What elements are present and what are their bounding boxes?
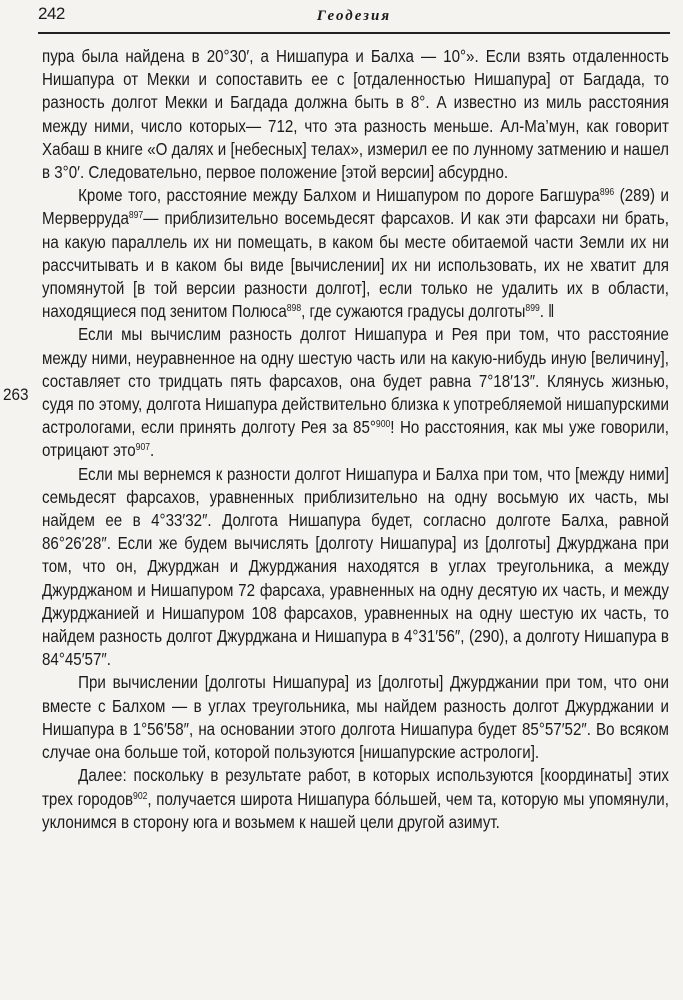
paragraph: [42, 323, 669, 462]
footnote-marker: 907: [135, 442, 151, 454]
text-run: , где сужаются градусы долготы: [301, 301, 526, 322]
text-run: При вычислении [долготы Нишапура] из [долготы] Джурджании при том, что они вместе с Балхом — в углах треугольника, мы найдем разность долгот Джурджании и Нишапура в 1°56′58″, на основании этого долгота Нишапура будет 85°57′52″. Во всяком случае она больше той, которой пользуются [нишапурские астрологи].: [42, 672, 669, 763]
text-run: пура была найдена в 20°30′, а Нишапура и Балха — 10°». Если взять отдаленность Нишапура от Мекки и сопоставить ее с [отдаленностью Нишапура] от Багдада, то разность долгот Мекки и Багдада должна быть в 8°. А известно из миль расстояния между ними, число которых— 712, что эта разность меньше. Ал-Ма’мун, как говорит Хабаш в книге «О далях и [небесных] телах», измерил ее по лунному затмению и нашел в 3°0′. Следовательно, первое положение [этой версии] абсурдно.: [42, 46, 669, 183]
page-header: [38, 2, 670, 32]
text-run: Далее: поскольку в результате работ, в которых используются [координаты] этих трех городов: [42, 765, 669, 809]
footnote-marker: 898: [286, 303, 302, 315]
text-run: Если мы вернемся к разности долгот Нишапура и Балха при том, что [между ними] семьдесят фарсахов, уравненных приблизительно на одну восьмую их часть, мы найдем ее в 4°33′32″. Долгота Нишапура будет, согласно долготе Балха, равной 86°26′28″. Если же будем вычислять [долготу Нишапура] из [долготы] Джурджана при том, что он, Джурджан и Джурджания находятся в углах треугольника, а между Джурджаном и Нишапуром 72 фарсаха, уравненных на одну десятую их часть, и между Джурджанией и Нишапуром 108 фарсахов, уравненных на одну шестую их часть, то найдем разность долгот Джурджана и Нишапура в 4°31′56″, (290), а долготу Нишапура в 84°45′57″.: [42, 463, 669, 670]
footnote-marker: 896: [599, 187, 615, 199]
text-run: (289) и Мерверруда: [42, 185, 669, 229]
paragraph: [42, 463, 669, 672]
footnote-marker: 897: [128, 210, 144, 222]
page-number: 242: [38, 4, 65, 23]
footnote-marker: 902: [133, 790, 148, 802]
paragraph: [42, 764, 669, 834]
text-run: , получается широта Нишапура бóльшей, чем та, которую мы упомянули, уклонимся в сторону юга и возьмем к нашей цели другой азимут.: [42, 788, 669, 832]
text-run: — приблизительно восемьдесят фарсахов. И как эти фарсахи ни брать, на какую параллель их ни помещать, в каком бы месте обитаемой части Земли их ни рассчитывать и в каком бы виде [вычислении] их ни использовать, их не хватит для упомянутой [в той версии разности долгот], если только не удалить их в области, находящиеся под зенитом Полюса: [42, 208, 669, 322]
text-run: . ‖: [539, 301, 555, 322]
paragraph: [42, 184, 669, 323]
paragraph: [42, 671, 669, 764]
text-run: ! Но расстояния, как мы уже говорили, отрицают это: [42, 417, 669, 461]
text-run: Кроме того, расстояние между Балхом и Нишапуром по дороге Багшура: [78, 185, 600, 206]
footnote-marker: 900: [375, 419, 391, 431]
text-run: .: [150, 440, 155, 461]
footnote-marker: 899: [525, 303, 540, 315]
body-text: [42, 45, 669, 834]
margin-page-reference: 263: [3, 385, 29, 404]
header-rule: [38, 32, 670, 34]
running-title: Геодезия: [316, 8, 392, 24]
paragraph: [42, 45, 669, 184]
text-run: Если мы вычислим разность долгот Нишапура и Рея при том, что расстояние между ними, неуравненное на одну шестую часть или на какую-нибудь иную [величину], составляет сто тридцать пять фарсахов, она будет равна 7°18′13″. Клянусь жизнью, судя по этому, долгота Нишапура действительно близка к употребляемой нишапурскими астрологами, если принять долготу Рея за 85°: [42, 324, 669, 438]
